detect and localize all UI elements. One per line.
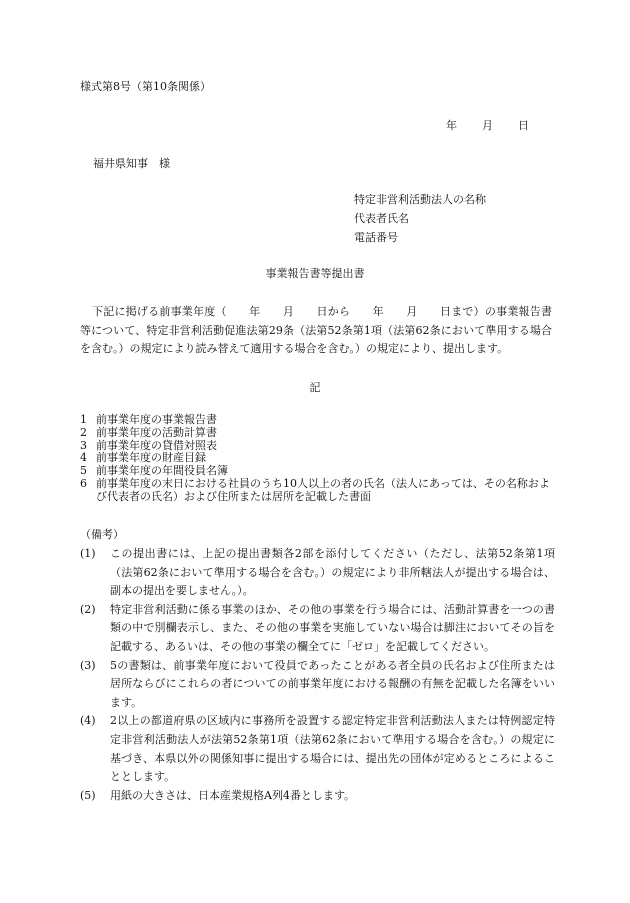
list-item: 2 前事業年度の活動計算書 [80,425,217,439]
org-name-label: 特定非営利活動法人の名称 [354,193,486,206]
note-item: (3) 5の書類は、前事業年度において役員であったことがある者全員の氏名および住所または居所ならびにこれらの者についての前事業年度における報酬の有無を記載した名簿をいいます。 [80,658,555,709]
note-item: (2) 特定非営利活動に係る事業のほか、その他の事業を行う場合には、活動計算書を一つの書類の中で別欄表示し、また、その他の事業を実施していない場合は脚注においてその旨を記載する、あるいは、その他の事業の欄全てに「ゼロ」を記載してください。 [80,602,555,653]
addressee: 福井県知事 様 [93,157,170,170]
note-item: (1) この提出書には、上記の提出書類各2部を添付してください（ただし、法第52条第1項（法第62条において準用する場合を含む。）の規定により非所轄法人が提出する場合は、副本の提出を要しません。）。 [80,547,555,598]
date-line [446,118,529,135]
list-item: 6 前事業年度の末日における社員のうち10人以上の者の氏名（法人にあっては、その名称および代表者の氏名）および住所または居所を記載した書面 [80,476,550,503]
document-title: 事業報告書等提出書 [265,267,365,280]
item-list [80,414,555,504]
list-item: 3 前事業年度の貸借対照表 [80,438,217,452]
date-day: 日 [518,119,529,132]
date-month: 月 [482,119,493,132]
note-item: (5) 用紙の大きさは、日本産業規格A列4番とします。 [80,788,356,802]
list-item: 1 前事業年度の事業報告書 [80,413,217,426]
list-item: 4 前事業年度の財産目録 [80,451,206,465]
notes-list [80,545,555,805]
applicant-block [354,192,486,249]
ki-heading: 記 [309,381,321,394]
body-paragraph: 下記に掲げる前事業年度（ 年 月 日から 年 月 日まで）の事業報告書等について、特定非営利活動促進法第29条（法第52条第1項（法第62条において準用する場合を含む。）の規定により読み替えて適用する場合を含む。）の規定により、提出します。 [80,305,552,355]
list-item: 5 前事業年度の年間役員名簿 [80,464,228,478]
form-number: 様式第8号（第10条関係） [80,80,211,93]
notes-heading: （備考） [80,528,124,541]
representative-label: 代表者氏名 [354,212,409,225]
phone-label: 電話番号 [354,231,398,244]
date-year: 年 [446,119,457,132]
note-item: (4) 2以上の都道府県の区域内に事務所を設置する認定特定非営利活動法人または特例認定特定非営利活動法人が法第52条第1項（法第62条において準用する場合を含む。）の規定に基づき、本県以外の関係知事に提出する場合には、提出先の団体が定めるところによることとします。 [80,714,555,784]
